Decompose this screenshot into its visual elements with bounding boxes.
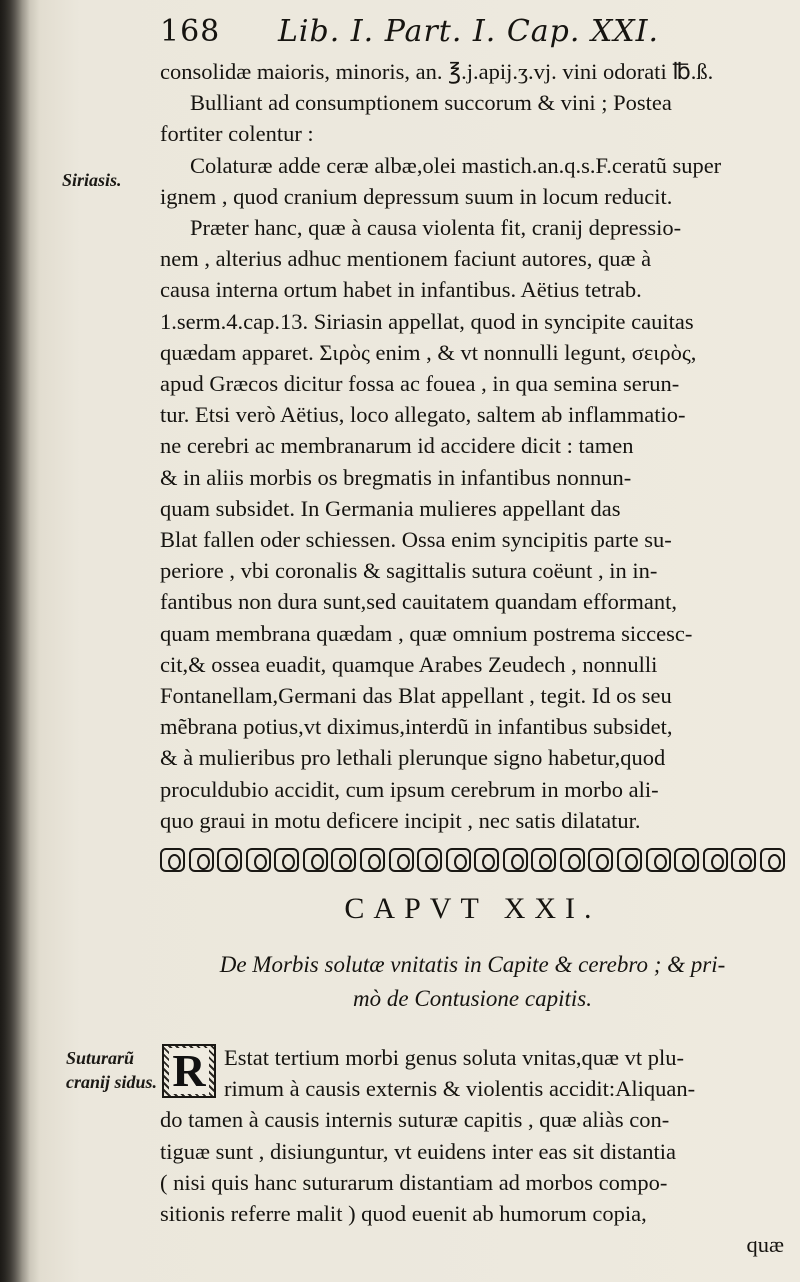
text-line: Estat tertium morbi genus soluta vnitas,quæ vt plu- (224, 1045, 684, 1070)
text-line: apud Græcos dicitur fossa ac fouea , in qua semina serun- (160, 371, 680, 397)
text-line: Colaturæ adde ceræ albæ,olei mastich.an.q.s.F.ceratũ super (190, 152, 722, 178)
ornament-fleuron (588, 848, 613, 872)
text-line: rimum à causis externis & violentis accidit:Aliquan- (224, 1076, 696, 1102)
chapter-title: CAPVT XXI. (344, 892, 601, 925)
text-line: ( nisi quis hanc suturarum distantiam ad morbos compo- (160, 1169, 668, 1195)
ornamental-divider (160, 846, 785, 874)
text-line: ne cerebri ac membranarum id accidere dicit : tamen (160, 433, 634, 459)
ornament-fleuron (417, 848, 442, 872)
margin-note-siriasis: Siriasis. (62, 170, 122, 190)
ornament-fleuron (760, 848, 785, 872)
ornament-fleuron (331, 848, 356, 872)
text-line: Blat fallen oder schiessen. Ossa enim syncipitis parte su- (160, 527, 672, 553)
text-line: proculdubio accidit, cum ipsum cerebrum in morbo ali- (160, 776, 659, 802)
ornament-fleuron (274, 848, 299, 872)
ornament-fleuron (703, 848, 728, 872)
ornament-fleuron (646, 848, 671, 872)
spine-shadow (0, 0, 30, 1282)
text-line: mẽbrana potius,vt diximus,interdũ in infantibus subsidet, (160, 714, 673, 740)
ornament-fleuron (560, 848, 585, 872)
text-line: Bulliant ad consumptionem succorum & vini ; Postea (190, 90, 672, 116)
ornament-fleuron (246, 848, 271, 872)
chapter-subtitle-line: De Morbis solutæ vnitatis in Capite & cerebro ; & pri- (219, 952, 726, 977)
text-line: Fontanellam,Germani das Blat appellant , tegit. Id os seu (160, 683, 672, 709)
ornament-fleuron (474, 848, 499, 872)
ornament-fleuron (731, 848, 756, 872)
ornament-fleuron (531, 848, 556, 872)
text-line: periore , vbi coronalis & sagittalis sutura coëunt , in in- (160, 558, 658, 584)
text-line: Præter hanc, quæ à causa violenta fit, cranij depressio- (190, 215, 682, 241)
margin-note-suturae: Suturarũ cranij sidus. (66, 1048, 158, 1092)
ornament-fleuron (189, 848, 214, 872)
ornament-fleuron (446, 848, 471, 872)
text-line: fantibus non dura sunt,sed cauitatem quandam efformant, (160, 589, 677, 615)
body-text-bottom (160, 1042, 790, 1260)
ornament-fleuron (674, 848, 699, 872)
text-line: & à mulieribus pro lethali plerunque signo habetur,quod (160, 745, 666, 771)
text-line: causa interna ortum habet in infantibus. Aëtius tetrab. (160, 277, 642, 303)
text-line: nem , alterius adhuc mentionem faciunt autores, quæ à (160, 246, 652, 272)
ornament-fleuron (617, 848, 642, 872)
text-line: & in aliis morbis os bregmatis in infantibus nonnun- (160, 464, 632, 490)
text-line: do tamen à causis internis suturæ capitis , quæ aliàs con- (160, 1107, 670, 1133)
ornament-fleuron (160, 848, 185, 872)
catchword: quæ (746, 1232, 784, 1258)
page-number: 168 (160, 14, 221, 49)
drop-cap-letter: R (169, 1048, 208, 1094)
ornament-fleuron (360, 848, 385, 872)
text-line: sitionis referre malit ) quod euenit ab humorum copia, (160, 1201, 647, 1227)
text-line: ignem , quod cranium depressum suum in locum reducit. (160, 183, 673, 209)
chapter-subtitle-line: mò de Contusione capitis. (353, 986, 592, 1011)
chapter-subtitle (160, 948, 785, 1016)
ornament-fleuron (303, 848, 328, 872)
text-line: fortiter colentur : (160, 121, 314, 147)
ornament-fleuron (217, 848, 242, 872)
text-line: tiguæ sunt , disiunguntur, vt euidens inter eas sit distantia (160, 1138, 676, 1164)
text-line: quædam apparet. Σιρὸς enim , & vt nonnulli legunt, σειρὸς, (160, 339, 697, 365)
text-line: 1.serm.4.cap.13. Siriasin appellat, quod in syncipite cauitas (160, 308, 694, 334)
text-line: cit,& ossea euadit, quamque Arabes Zeudech , nonnulli (160, 651, 658, 677)
running-title: Lib. I. Part. I. Cap. XXI. (278, 14, 660, 49)
text-line: quo graui in motu deficere incipit , nec satis dilatatur. (160, 807, 641, 833)
text-line: tur. Etsi verò Aëtius, loco allegato, saltem ab inflammatio- (160, 402, 686, 428)
page-header (160, 14, 780, 54)
body-text-top (160, 56, 790, 836)
ornament-fleuron (503, 848, 528, 872)
text-line: consolidæ maioris, minoris, an. ℥.j.apij.ʒ.vj. vini odorati ℔.ß. (160, 59, 714, 84)
ornament-fleuron (389, 848, 414, 872)
text-line: quam subsidet. In Germania mulieres appellant das (160, 495, 621, 521)
text-line: quam membrana quædam , quæ omnium postrema siccesc- (160, 620, 693, 646)
